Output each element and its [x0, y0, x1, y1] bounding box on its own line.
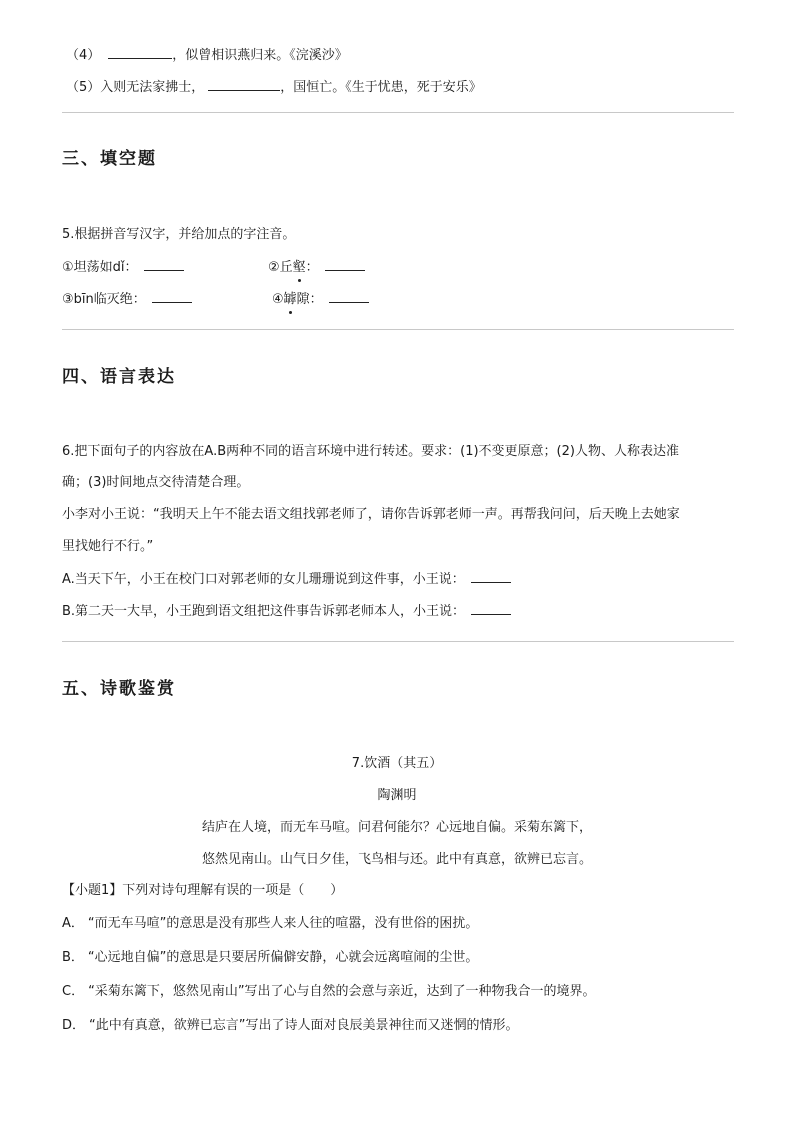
item-4-prefix: ④: [272, 292, 284, 307]
poem-line-2: 悠然见南山。山气日夕佳，飞鸟相与还。此中有真意，欲辨已忘言。: [201, 852, 592, 867]
section-divider: [62, 112, 734, 113]
quote-line-1: 小李对小王说：“我明天上午不能去语文组找郭老师了，请你告诉郭老师一声。再帮我问问，后天晚上去她家: [62, 507, 680, 522]
poem-author: 陶渊明: [377, 788, 417, 803]
poem-line-1: 结庐在人境，而无车马喧。问君何能尔？心远地自偏。采菊东篱下，: [201, 820, 592, 835]
section-divider: [62, 641, 734, 642]
question-6-line-2: 确；(3)时间地点交待清楚合理。: [62, 475, 250, 490]
section-heading-poetry-appreciation: 五、诗歌鉴赏: [62, 679, 176, 699]
quote-line-2: 里找她行不行。”: [62, 539, 154, 554]
item-3-label: ③bīn临灭绝：: [62, 292, 146, 307]
answer-blank[interactable]: [144, 258, 184, 271]
section-heading-fill-blanks: 三、填空题: [62, 149, 157, 169]
answer-blank[interactable]: [152, 290, 192, 303]
answer-blank[interactable]: [329, 290, 369, 303]
choice-b[interactable]: [62, 949, 478, 967]
option-b: [62, 602, 511, 621]
choice-c-text: “采菊东篱下，悠然见南山”写出了心与自然的会意与亲近，达到了一种物我合一的境界。: [88, 984, 596, 999]
fill-item-4-suffix: ，似曾相识燕归来。《浣溪沙》: [172, 48, 348, 63]
option-a-text: A.当天下午，小王在校门口对郭老师的女儿珊珊说到这件事，小王说：: [62, 572, 465, 587]
question-5-item-1: [62, 258, 184, 277]
option-a: [62, 570, 511, 589]
choice-d[interactable]: [62, 1017, 519, 1035]
choice-b-label: B．: [62, 950, 84, 965]
question-5-item-4: [272, 290, 369, 309]
choice-b-text: “心远地自偏”的意思是只要居所偏僻安静，心就会远离喧闹的尘世。: [87, 950, 479, 965]
dotted-character: 壑: [292, 260, 306, 275]
choice-d-text: “此中有真意，欲辨已忘言”写出了诗人面对良辰美景神往而又迷惘的情形。: [89, 1018, 519, 1033]
section-heading-language-expression: 四、语言表达: [62, 367, 176, 387]
answer-blank[interactable]: [208, 78, 280, 91]
choice-a-label: A．: [62, 916, 84, 931]
poem-title: 7.饮酒（其五）: [351, 756, 443, 771]
answer-blank[interactable]: [471, 570, 511, 583]
item-2-suffix: ：: [305, 260, 319, 275]
choice-a[interactable]: [62, 915, 478, 933]
item-4-suffix: 隙：: [296, 292, 323, 307]
question-5-prompt: 5.根据拼音写汉字，并给加点的字注音。: [62, 227, 296, 242]
section-divider: [62, 329, 734, 330]
fill-item-5-suffix: ，国恒亡。《生于忧患，死于安乐》: [280, 80, 482, 95]
choice-a-text: “而无车马喧”的意思是没有那些人来人往的喧嚣，没有世俗的困扰。: [87, 916, 479, 931]
item-1-label: ①坦荡如dǐ：: [62, 260, 138, 275]
item-2-prefix: ②丘: [268, 260, 293, 275]
question-5-item-3: [62, 290, 192, 309]
answer-blank[interactable]: [471, 602, 511, 615]
option-b-text: B.第二天一大早，小王跑到语文组把这件事告诉郭老师本人，小王说：: [62, 604, 466, 619]
choice-c-label: C．: [62, 984, 85, 999]
answer-blank[interactable]: [108, 46, 172, 59]
question-5-item-2: [268, 258, 365, 277]
answer-blank[interactable]: [325, 258, 365, 271]
choice-d-label: D．: [62, 1018, 86, 1033]
sub-question-1: 【小题1】下列对诗句理解有误的一项是（ ）: [62, 883, 344, 898]
fill-item-4-prefix: （4）: [66, 48, 101, 63]
question-6-line-1: 6.把下面句子的内容放在A.B两种不同的语言环境中进行转述。要求：(1)不变更原意；(2)人物、人称表达准: [62, 444, 679, 459]
fill-item-5: [66, 78, 482, 97]
dotted-character: 罅: [283, 292, 297, 307]
choice-c[interactable]: [62, 983, 596, 1001]
fill-item-5-prefix: （5）入则无法家拂士，: [66, 80, 205, 95]
fill-item-4: [66, 46, 348, 65]
